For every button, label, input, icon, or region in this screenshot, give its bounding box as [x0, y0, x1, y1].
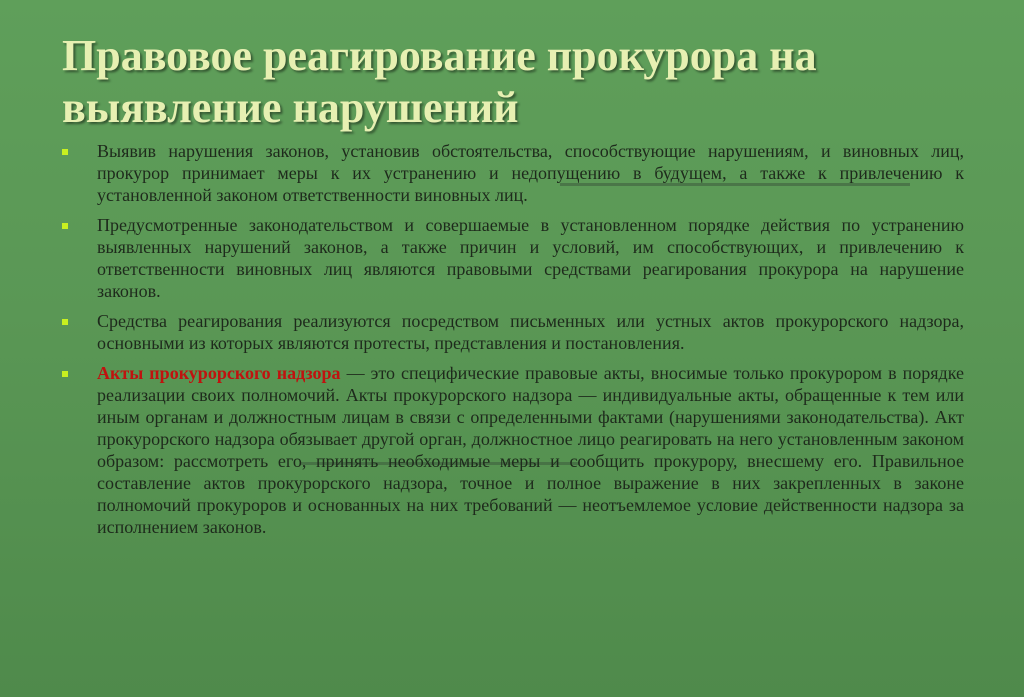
- bullet-square-icon: [62, 319, 68, 325]
- bullet-square-icon: [62, 371, 68, 377]
- bullet-text: Средства реагирования реализуются посредством письменных или устных актов прокурорского надзора, основными из которых являются протесты, представления и постановления.: [97, 311, 964, 353]
- bullet-text: Предусмотренные законодательством и совершаемые в установленном порядке действия по устранению выявленных нарушений законов, а также причин и условий, им способствующих, и привлечению к ответственности виновных лиц являются правовыми средствами реагирования прокурора на нарушение законов.: [97, 215, 964, 301]
- bullet-item: [62, 214, 964, 302]
- bullet-text: — это специфические правовые акты, вносимые только прокурором в порядке реализации своих полномочий. Акты прокурорского надзора — индивидуальные акты, обращенные к тем или иным органам и должностным лицам в связи с определенными фактами (нарушениями законодательства). Акт прокурорского надзора обязывает другой орган, должностное лицо реагировать на него установленным законом образом: рассмотреть его, принять необходимые меры и сообщить прокурору, внесшему его. Правильное составление актов прокурорского надзора, точное и полное выражение в них закрепленных в законе полномочий прокуроров и основанных на них требований — неотъемлемое условие действенности надзора за исполнением законов.: [97, 363, 965, 537]
- bullet-item: [62, 362, 964, 538]
- bullet-item: [62, 140, 964, 206]
- bullet-square-icon: [62, 223, 68, 229]
- slide-title: Правовое реагирование прокурора на выявление нарушений: [62, 31, 817, 132]
- highlighted-term: Акты прокурорского надзора: [97, 363, 341, 383]
- bullet-text: Выявив нарушения законов, установив обстоятельства, способствующие нарушениям, и виновных лиц, прокурор принимает меры к их устранению и недопущению в будущем, а также к привлечению к установленной законом ответственности виновных лиц.: [97, 141, 964, 205]
- bullet-list: [62, 140, 964, 546]
- bullet-item: [62, 310, 964, 354]
- bullet-square-icon: [62, 149, 68, 155]
